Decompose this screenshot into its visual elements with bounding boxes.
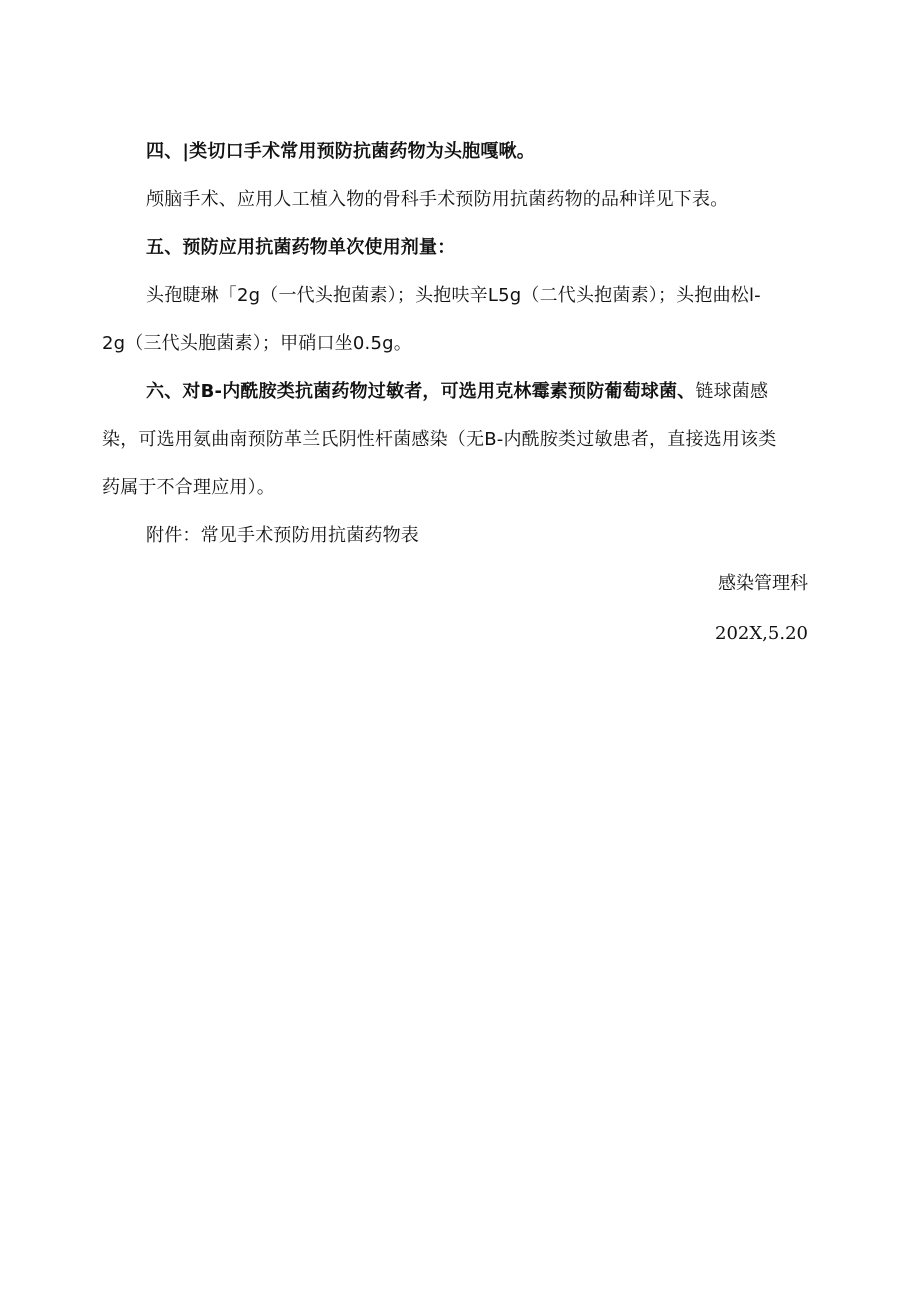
section-6-line-3: 药属于不合理应用）。 [102,477,275,498]
section-4-heading: 四、|类切口手术常用预防抗菌药物为头胞嘎啾。 [146,141,535,162]
section-6-line-1 [102,368,846,416]
section-4-body: 颅脑手术、应用人工植入物的骨科手术预防用抗菌药物的品种详见下表。 [146,189,729,210]
attachment-note: 附件：常见手术预防用抗菌药物表 [146,525,419,546]
section-6-line-2: 染，可选用氨曲南预防革兰氏阴性杆菌感染（无B-内酰胺类过敏患者，直接选用该类 [102,429,777,450]
document-body [102,128,846,560]
signature-date: 202X,5.20 [715,623,808,644]
section-5-body-line-2: 2g（三代头胞菌素）；甲硝口坐0.5g。 [102,333,412,354]
section-6-bold-lead: 六、对B-内酰胺类抗菌药物过敏者，可选用克林霉素预防葡萄球菌、 [146,381,696,402]
section-6-line-1-rest: 链球菌感 [695,381,769,402]
section-5-body-line-1: 头孢睫琳「2g（一代头抱菌素）；头抱呋辛L5g（二代头抱菌素）；头抱曲松l- [146,285,761,306]
signature-department: 感染管理科 [718,573,808,594]
section-5-heading: 五、预防应用抗菌药物单次使用剂量： [146,237,456,258]
